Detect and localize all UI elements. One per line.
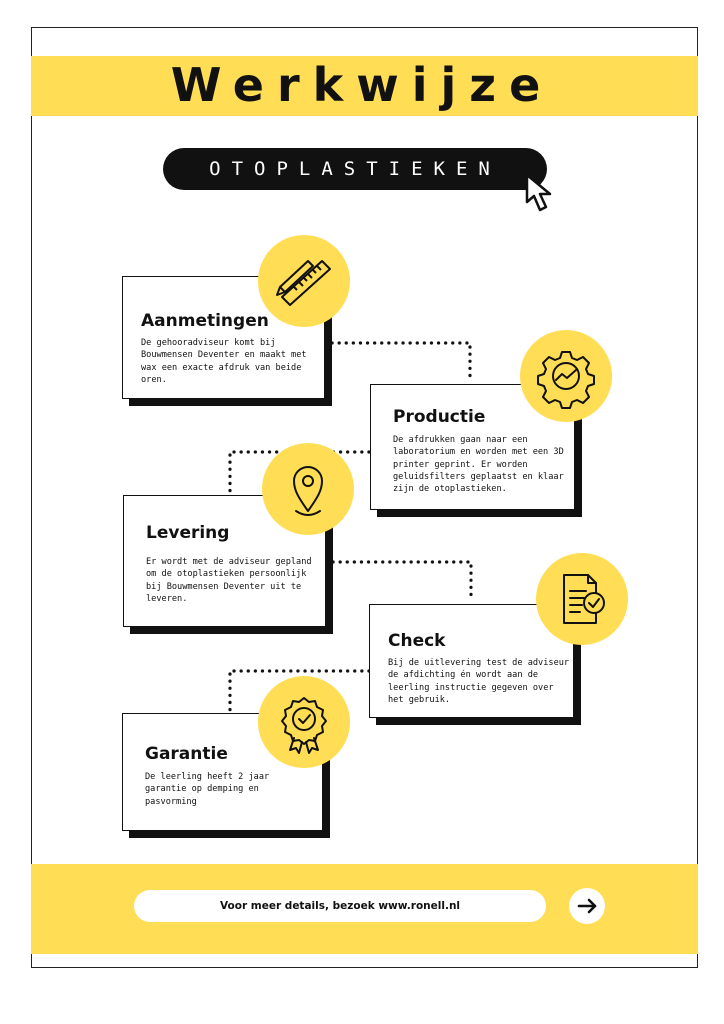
gear-chart-icon xyxy=(520,330,612,422)
step-icon-circle xyxy=(262,443,354,535)
subtitle-pill: OTOPLASTIEKEN xyxy=(163,148,547,190)
connector-3 xyxy=(331,559,476,603)
step-title: Aanmetingen xyxy=(141,311,269,331)
ruler-pencil-icon xyxy=(258,235,350,327)
step-text: Bij de uitlevering test de adviseur de afdichting én wordt aan de leerling instructie gegeven over het gebruik. xyxy=(388,658,570,705)
document-check-icon xyxy=(536,553,628,645)
step-icon-circle xyxy=(258,676,350,768)
step-icon-circle xyxy=(520,330,612,422)
location-pin-icon xyxy=(262,443,354,535)
step-icon-circle xyxy=(258,235,350,327)
badge-check-icon xyxy=(258,676,350,768)
step-text: Er wordt met de adviseur gepland om de otoplastieken persoonlijk bij Bouwmensen Deventer uit te leveren. xyxy=(146,557,312,604)
step-title: Garantie xyxy=(145,744,228,764)
arrow-right-icon xyxy=(569,888,605,924)
arrow-button[interactable] xyxy=(569,888,605,924)
cursor-pointer-icon xyxy=(524,172,564,216)
page-title: Werkwijze xyxy=(170,58,554,112)
step-title: Check xyxy=(388,631,446,651)
website-link[interactable]: Voor meer details, bezoek www.ronell.nl xyxy=(134,890,546,922)
step-title: Levering xyxy=(146,523,230,543)
step-icon-circle xyxy=(536,553,628,645)
step-title: Productie xyxy=(393,407,486,427)
step-text: De leerling heeft 2 jaar garantie op demping en pasvorming xyxy=(145,772,270,807)
step-text: De afdrukken gaan naar een laboratorium en worden met een 3D printer geprint. Er worden geluidsfilters geplaatst en klaar zijn de otoplastieken. xyxy=(393,435,564,495)
connector-1 xyxy=(330,340,475,384)
step-text: De gehooradviseur komt bij Bouwmensen Deventer en maakt met wax een exacte afdruk van beide oren. xyxy=(141,338,307,385)
